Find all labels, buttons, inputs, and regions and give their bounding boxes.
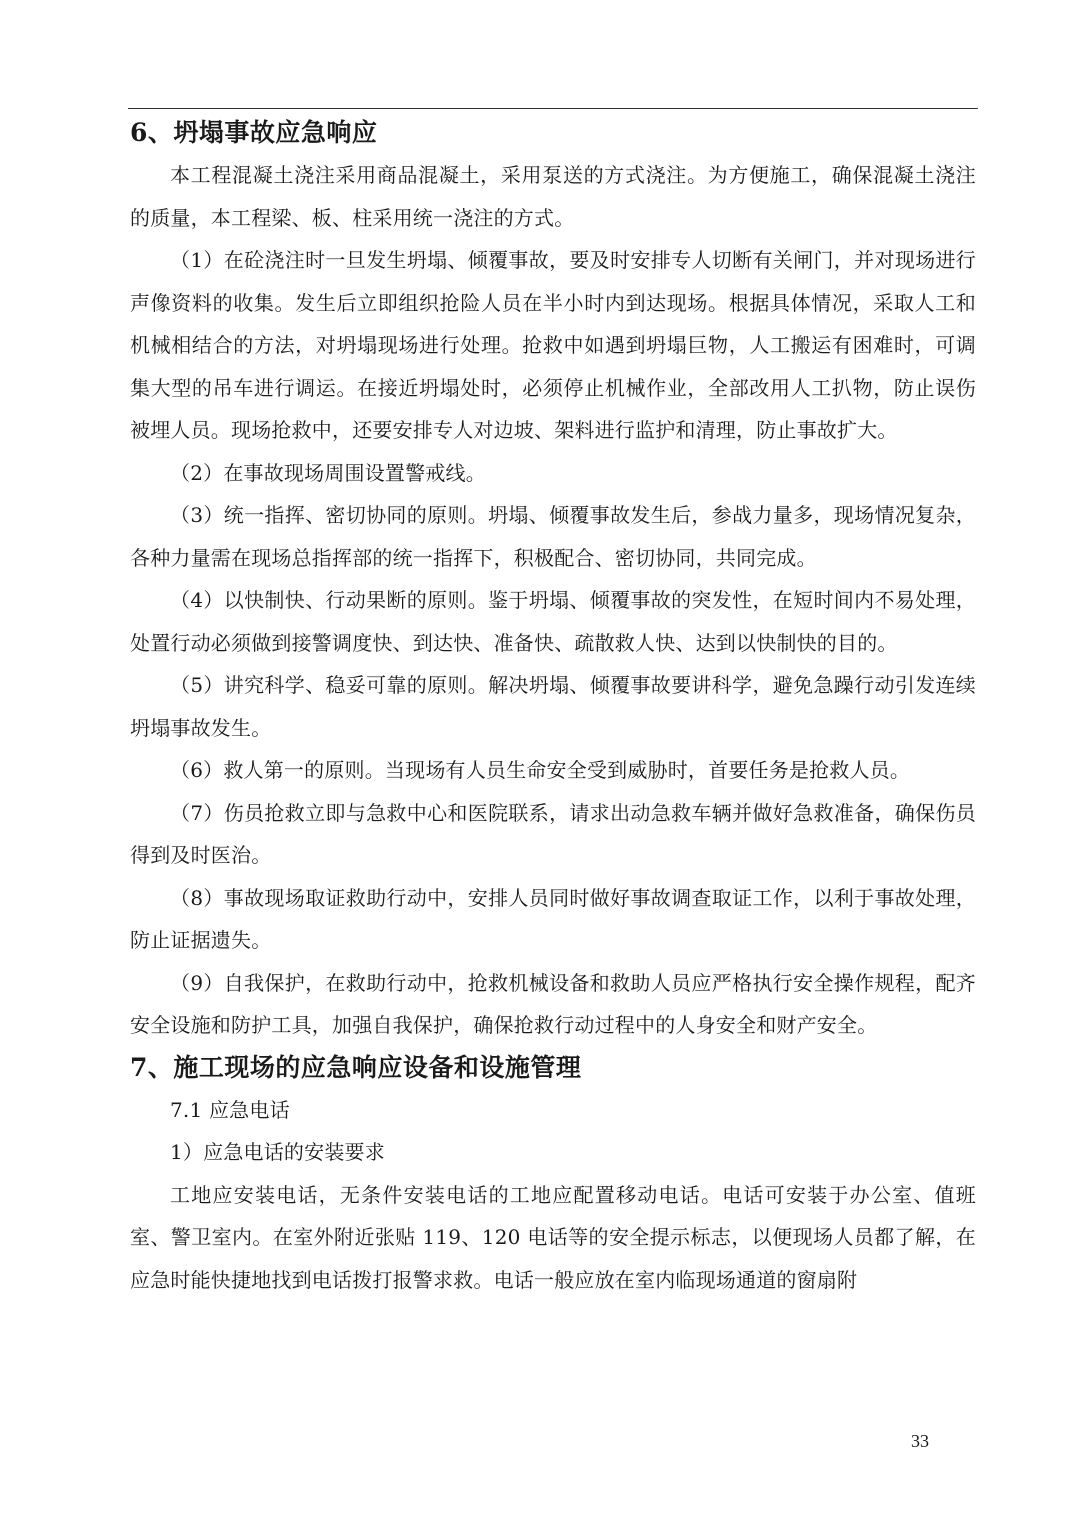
section-6-item-2: （2）在事故现场周围设置警戒线。 — [170, 460, 486, 485]
section-7-1-1-subheading: 1）应急电话的安装要求 — [170, 1140, 385, 1164]
page-number: 33 — [911, 1431, 929, 1451]
section-6-heading: 6、坍塌事故应急响应 — [130, 118, 378, 147]
section-7-1-subheading: 7.1 应急电话 — [170, 1097, 290, 1122]
section-7-paragraph: 工地应安装电话，无条件安装电话的工地应配置移动电话。电话可安装于办公室、值班室、警卫室内。在室外附近张贴 119、120 电话等的安全提示标志，以便现场人员都了解，在应急时能快捷地找到电话拨打报警求救。电话一般应放在室内临现场通道的窗扇附 — [130, 1182, 976, 1292]
section-6-item-1: （1）在砼浇注时一旦发生坍塌、倾覆事故，要及时安排专人切断有关闸门，并对现场进行声像资料的收集。发生后立即组织抢险人员在半小时内到达现场。根据具体情况，采取人工和机械相结合的方法，对坍塌现场进行处理。抢救中如遇到坍塌巨物，人工搬运有困难时，可调集大型的吊车进行调运。在接近坍塌处时，必须停止机械作业，全部改用人工扒物，防止误伤被埋人员。现场抢救中，还要安排专人对边坡、架料进行监护和清理，防止事故扩大。 — [130, 248, 976, 442]
page-content — [130, 112, 976, 1301]
section-6-item-8: （8）事故现场取证救助行动中，安排人员同时做好事故调查取证工作，以利于事故处理，防止证据遗失。 — [130, 885, 976, 952]
section-7-heading: 7、施工现场的应急响应设备和设施管理 — [130, 1052, 582, 1082]
section-6-item-6: （6）救人第一的原则。当现场有人员生命安全受到威胁时，首要任务是抢救人员。 — [170, 758, 911, 782]
section-6-item-7: （7）伤员抢救立即与急救中心和医院联系，请求出动急救车辆并做好急救准备，确保伤员得到及时医治。 — [130, 800, 976, 867]
section-6-item-3: （3）统一指挥、密切协同的原则。坍塌、倾覆事故发生后，参战力量多，现场情况复杂，各种力量需在现场总指挥部的统一指挥下，积极配合、密切协同，共同完成。 — [130, 503, 976, 570]
section-6-intro-paragraph: 本工程混凝土浇注采用商品混凝土，采用泵送的方式浇注。为方便施工，确保混凝土浇注的质量，本工程梁、板、柱采用统一浇注的方式。 — [130, 163, 976, 230]
header-rule — [128, 108, 978, 109]
section-6-item-5: （5）讲究科学、稳妥可靠的原则。解决坍塌、倾覆事故要讲科学，避免急躁行动引发连续坍塌事故发生。 — [130, 673, 976, 740]
section-6-item-4: （4）以快制快、行动果断的原则。鉴于坍塌、倾覆事故的突发性，在短时间内不易处理，处置行动必须做到接警调度快、到达快、准备快、疏散救人快、达到以快制快的目的。 — [130, 588, 976, 655]
section-6-item-9: （9）自我保护，在救助行动中，抢救机械设备和救助人员应严格执行安全操作规程，配齐安全设施和防护工具，加强自我保护，确保抢救行动过程中的人身安全和财产安全。 — [130, 970, 976, 1037]
